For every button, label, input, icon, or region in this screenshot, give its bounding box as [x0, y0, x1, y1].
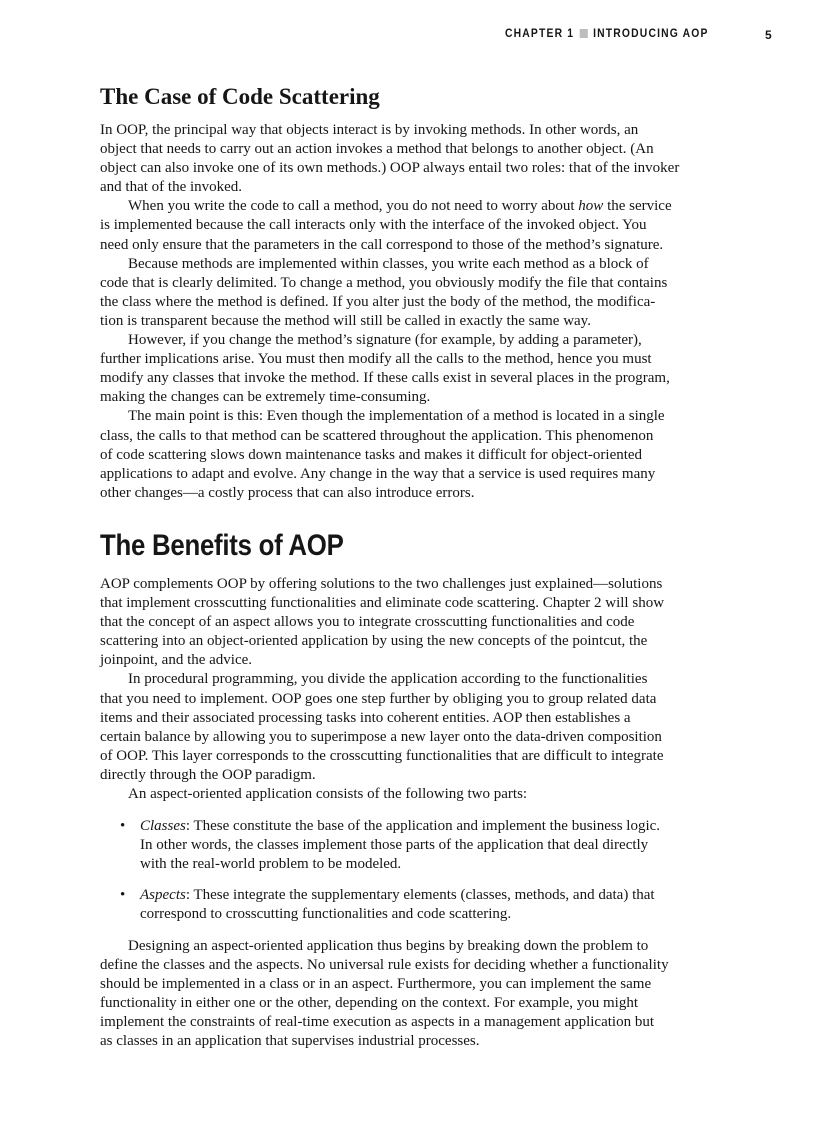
bullet-icon: • [120, 818, 126, 834]
text-line: An aspect-oriented application consists of the following two parts: [128, 786, 528, 803]
text-line: AOP complements OOP by offering solutions to the two challenges just explained—solutions [100, 576, 663, 592]
text-line: and that of the invoked. [100, 179, 243, 196]
chapter-title: INTRODUCING AOP [593, 28, 709, 40]
text-line: making the changes can be extremely time-consuming. [100, 389, 431, 406]
text-line: as classes in an application that supervises industrial processes. [100, 1033, 480, 1050]
text-line: object can also invoke one of its own methods.) OOP always entail two roles: that of the invoker [100, 160, 680, 177]
text-line: certain balance by allowing you to superimpose a new layer onto the data-driven composition [100, 728, 662, 745]
text-line: Designing an aspect-oriented application thus begins by breaking down the problem to [128, 938, 649, 954]
text-line: of OOP. This layer corresponds to the crosscutting functionalities that are difficult to integrate [100, 747, 664, 764]
text-line: Because methods are implemented within classes, you write each method as a block of [128, 255, 649, 272]
text-line: of code scattering slows down maintenance tasks and makes it difficult for object-oriented [100, 446, 643, 463]
paragraph [100, 407, 740, 502]
paragraph [140, 886, 740, 924]
text-line: that the concept of an aspect allows you to integrate crosscutting functionalities and code [100, 614, 635, 631]
bullet-icon: • [120, 887, 126, 903]
text-line: items and their associated processing tasks into coherent entities. AOP then establishes a [100, 709, 631, 726]
closing-paragraph [100, 937, 740, 1052]
text-line: directly through the OOP paradigm. [100, 766, 316, 783]
text-line: implement the constraints of real-time execution as aspects in a management application but [100, 1014, 654, 1031]
text-line: The main point is this: Even though the implementation of a method is located in a single [128, 408, 665, 425]
section-body-code-scattering [100, 121, 740, 503]
text-line: modify any classes that invoke the method. If these calls exist in several places in the program, [100, 370, 670, 387]
paragraph [100, 575, 740, 670]
bullet-text [140, 886, 740, 924]
text-line: further implications arise. You must then modify all the calls to the method, hence you must [100, 351, 652, 368]
text-line: functionality in either one or the other, depending on the context. For example, you might [100, 995, 639, 1012]
text-line: that you need to implement. OOP goes one step further by obliging you to group related data [100, 690, 657, 707]
paragraph [100, 937, 740, 1052]
paragraph [100, 670, 740, 785]
running-header [505, 28, 709, 40]
paragraph [100, 255, 740, 331]
section-heading-code-scattering: The Case of Code Scattering [100, 84, 380, 109]
text-line: joinpoint, and the advice. [100, 652, 253, 669]
text-line: with the real-world problem to be modeled. [140, 856, 402, 873]
text-line: the class where the method is defined. If you alter just the body of the method, the modifica- [100, 293, 656, 310]
chapter-label: CHAPTER 1 [505, 28, 575, 40]
text-line: is implemented because the call interacts only with the interface of the invoked object. You [100, 217, 647, 234]
text-segment: When you write the code to call a method, you do not need to worry about [128, 198, 579, 215]
text-line [140, 886, 740, 905]
paragraph [100, 785, 740, 804]
text-line: should be implemented in a class or in an aspect. Furthermore, you can implement the same [100, 976, 652, 993]
text-line: tion is transparent because the method will still be called in exactly the same way. [100, 312, 591, 329]
section-heading-benefits-of-aop: The Benefits of AOP [100, 529, 344, 562]
text-line: scattering into an object-oriented application by using the new concepts of the pointcut, the [100, 633, 648, 650]
separator-square-icon [580, 29, 588, 38]
paragraph [100, 121, 740, 197]
emphasis-text: how [578, 198, 604, 215]
paragraph [100, 197, 740, 254]
text-line: applications to adapt and evolve. Any change in the way that a service is used requires many [100, 465, 656, 482]
text-segment: : These integrate the supplementary elements (classes, methods, and data) that [185, 887, 655, 903]
text-line [140, 817, 740, 836]
text-line: However, if you change the method’s signature (for example, by adding a parameter), [128, 332, 642, 349]
text-line: class, the calls to that method can be scattered throughout the application. This phenomenon [100, 427, 654, 444]
text-line: object that needs to carry out an action invokes a method that belongs to another object. (An [100, 141, 654, 158]
section-body-benefits [100, 575, 740, 804]
text-line: In other words, the classes implement those parts of the application that deal directly [140, 837, 649, 854]
paragraph [100, 331, 740, 407]
page-number: 5 [765, 28, 772, 42]
text-line: correspond to crosscutting functionalities and code scattering. [140, 906, 512, 923]
emphasis-text: Aspects [140, 887, 186, 903]
text-line: other changes—a costly process that can also introduce errors. [100, 484, 475, 501]
text-line: need only ensure that the parameters in the call correspond to those of the method’s signature. [100, 236, 664, 253]
bullet-text [140, 817, 740, 874]
text-line [100, 197, 740, 216]
text-line: that implement crosscutting functionalities and eliminate code scattering. Chapter 2 will show [100, 595, 665, 612]
text-line: In procedural programming, you divide the application according to the functionalities [128, 671, 648, 688]
emphasis-text: Classes [140, 818, 186, 834]
bullet-item-classes [120, 817, 740, 874]
text-line: In OOP, the principal way that objects interact is by invoking methods. In other words, an [100, 122, 639, 138]
bullet-item-aspects [120, 886, 740, 924]
text-segment: : These constitute the base of the application and implement the business logic. [185, 818, 661, 834]
paragraph [140, 817, 740, 874]
text-segment: the service [603, 198, 672, 215]
text-line: code that is clearly delimited. To change a method, you obviously modify the file that contains [100, 274, 668, 291]
text-line: define the classes and the aspects. No universal rule exists for deciding whether a functionality [100, 957, 669, 974]
